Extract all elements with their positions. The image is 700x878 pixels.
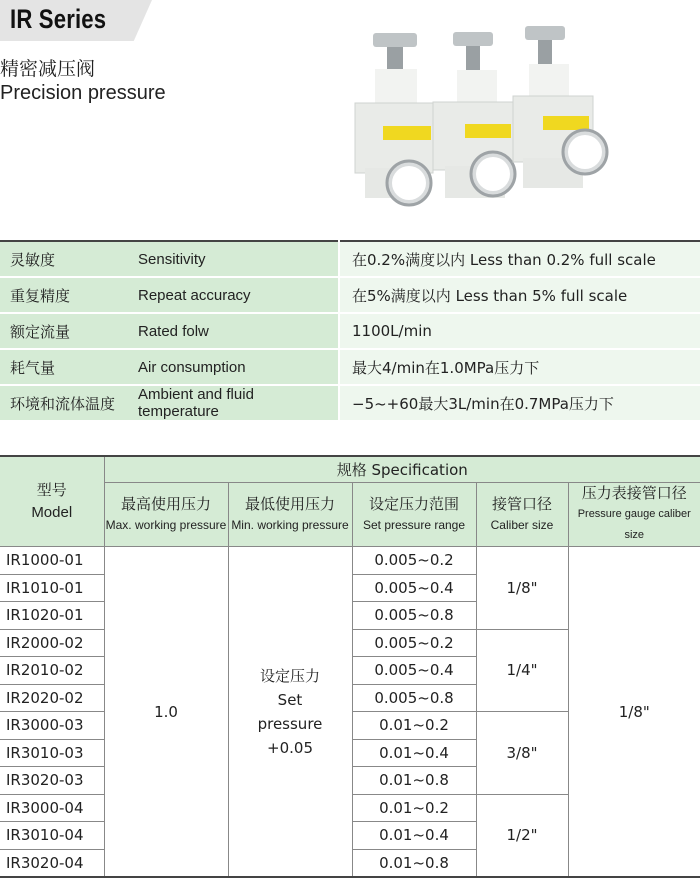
set-range-cell: 0.01~0.8	[352, 767, 476, 795]
set-range-cell: 0.01~0.4	[352, 822, 476, 850]
spec-row	[0, 241, 700, 277]
spec-label-en: Sensitivity	[130, 241, 339, 277]
set-range-cell: 0.005~0.2	[352, 547, 476, 575]
caliber-cell: 1/2"	[476, 794, 568, 877]
min-pressure-en2: pressure	[258, 715, 323, 733]
set-range-cell: 0.005~0.4	[352, 574, 476, 602]
caliber-cell: 1/8"	[476, 547, 568, 630]
spec-label-en: Rated folw	[130, 313, 339, 349]
min-pressure-cell	[228, 547, 352, 878]
model-cell: IR3000-03	[0, 712, 104, 740]
model-table	[0, 455, 700, 878]
product-title-en: Precision pressure	[0, 82, 166, 105]
model-cell: IR2020-02	[0, 684, 104, 712]
column-header	[352, 483, 476, 547]
gauge-caliber-cell: 1/8"	[568, 547, 700, 878]
table-row	[0, 547, 700, 575]
min-pressure-value: +0.05	[267, 739, 313, 757]
spec-row	[0, 349, 700, 385]
set-range-cell: 0.005~0.8	[352, 602, 476, 630]
spec-label-cn: 耗气量	[0, 349, 130, 385]
product-title-cn: 精密减压阀	[0, 54, 95, 81]
spec-label-en: Air consumption	[130, 349, 339, 385]
model-header-cn: 型号	[37, 481, 67, 499]
min-pressure-en1: Set	[278, 691, 303, 709]
column-header-en: Pressure gauge caliber size	[569, 504, 700, 546]
model-cell: IR3000-04	[0, 794, 104, 822]
set-range-cell: 0.005~0.8	[352, 684, 476, 712]
model-cell: IR1020-01	[0, 602, 104, 630]
model-cell: IR2010-02	[0, 657, 104, 685]
set-range-cell: 0.005~0.2	[352, 629, 476, 657]
regulator-right	[513, 26, 607, 188]
min-pressure-cn: 设定压力	[260, 667, 320, 685]
model-cell: IR1010-01	[0, 574, 104, 602]
regulator-left	[355, 33, 433, 205]
spec-row	[0, 313, 700, 349]
spec-label-cn: 环境和流体温度	[0, 385, 130, 421]
max-pressure-cell: 1.0	[104, 547, 228, 878]
model-cell: IR1000-01	[0, 547, 104, 575]
spec-value: 1100L/min	[339, 313, 700, 349]
spec-label-en: Repeat accuracy	[130, 277, 339, 313]
column-header	[104, 483, 228, 547]
spec-value: 在5%满度以内 Less than 5% full scale	[339, 277, 700, 313]
column-header-cn: 最低使用压力	[245, 495, 335, 513]
column-header-cn: 接管口径	[492, 495, 552, 513]
column-header	[476, 483, 568, 547]
set-range-cell: 0.01~0.2	[352, 712, 476, 740]
column-header-cn: 最高使用压力	[121, 495, 211, 513]
model-header	[0, 456, 104, 547]
spec-header: 规格 Specification	[104, 456, 700, 483]
column-header-en: Caliber size	[477, 515, 568, 536]
model-cell: IR3010-04	[0, 822, 104, 850]
regulator-middle	[433, 32, 515, 198]
column-header-cn: 压力表接管口径	[582, 484, 687, 502]
set-range-cell: 0.01~0.8	[352, 849, 476, 877]
model-cell: IR3020-04	[0, 849, 104, 877]
spec-value: −5~+60最大3L/min在0.7MPa压力下	[339, 385, 700, 421]
model-cell: IR3010-03	[0, 739, 104, 767]
spec-label-en: Ambient and fluid temperature	[130, 385, 339, 421]
product-photo	[345, 18, 635, 218]
set-range-cell: 0.005~0.4	[352, 657, 476, 685]
caliber-cell: 1/4"	[476, 629, 568, 712]
caliber-cell: 3/8"	[476, 712, 568, 795]
spec-value: 在0.2%满度以内 Less than 0.2% full scale	[339, 241, 700, 277]
spec-row	[0, 277, 700, 313]
spec-value: 最大4/min在1.0MPa压力下	[339, 349, 700, 385]
column-header	[228, 483, 352, 547]
set-range-cell: 0.01~0.2	[352, 794, 476, 822]
column-header-en: Max. working pressure	[105, 515, 228, 536]
spec-label-cn: 灵敏度	[0, 241, 130, 277]
set-range-cell: 0.01~0.4	[352, 739, 476, 767]
model-cell: IR2000-02	[0, 629, 104, 657]
column-header-en: Min. working pressure	[229, 515, 352, 536]
column-header-cn: 设定压力范围	[369, 495, 459, 513]
spec-table	[0, 240, 700, 422]
spec-label-cn: 重复精度	[0, 277, 130, 313]
column-header	[568, 483, 700, 547]
spec-label-cn: 额定流量	[0, 313, 130, 349]
model-cell: IR3020-03	[0, 767, 104, 795]
series-title: IR Series	[10, 4, 106, 35]
column-header-en: Set pressure range	[353, 515, 476, 536]
spec-row	[0, 385, 700, 421]
model-header-en: Model	[31, 504, 72, 521]
